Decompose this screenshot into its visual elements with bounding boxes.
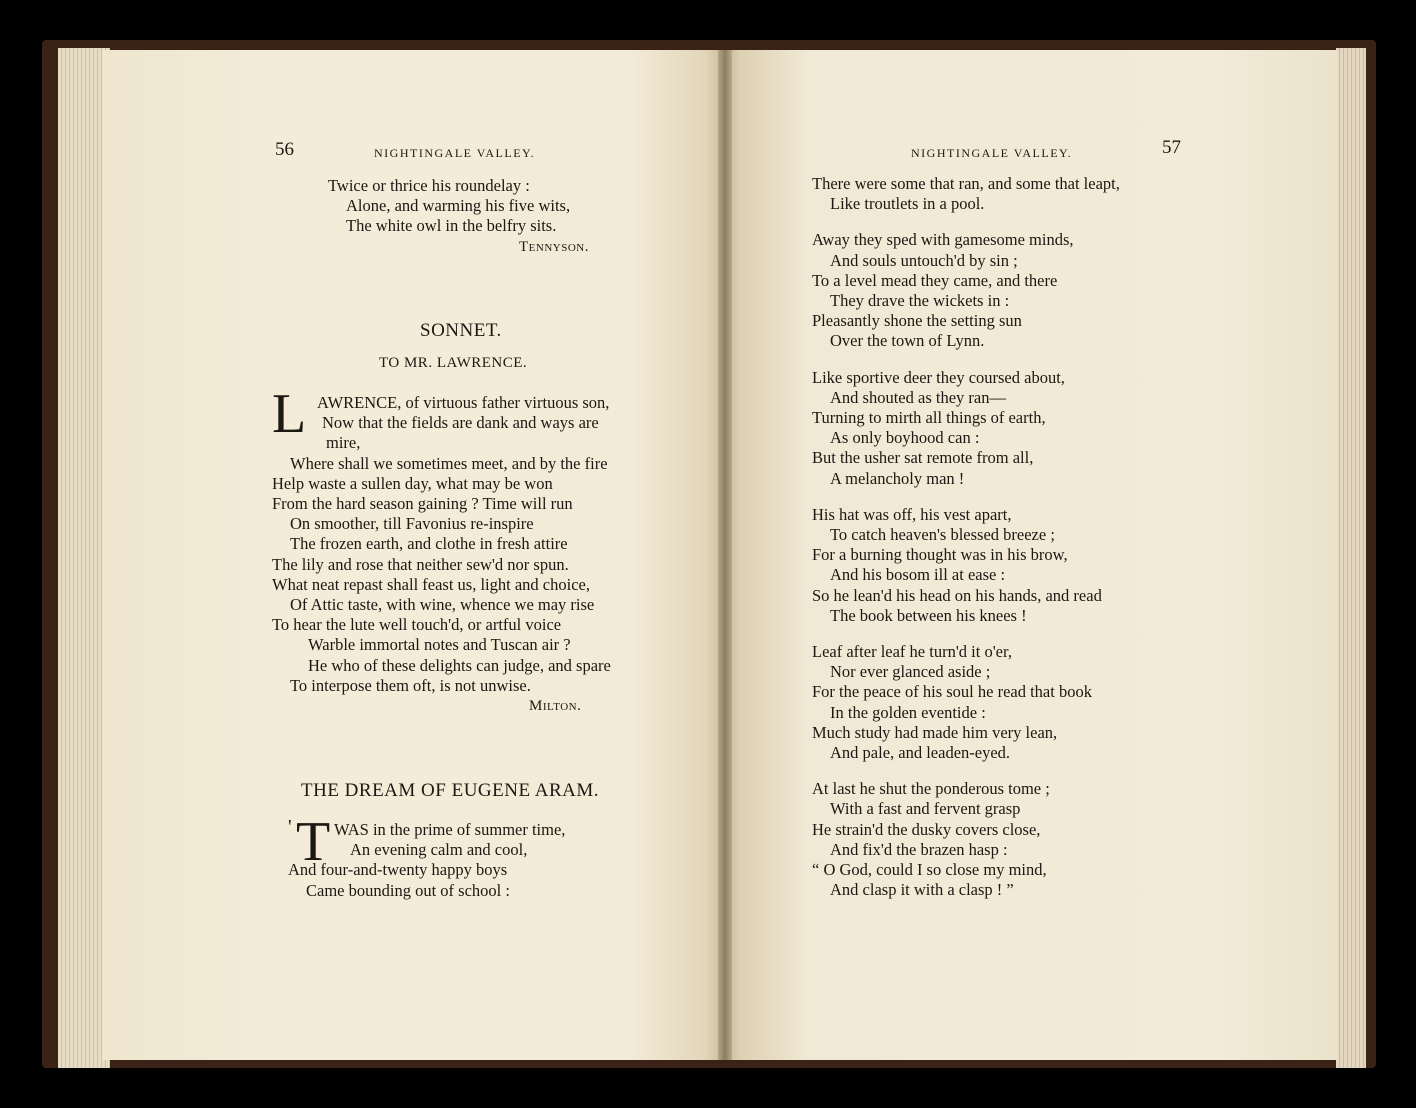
poem-line: WAS in the prime of summer time, bbox=[334, 820, 566, 839]
stanza bbox=[812, 779, 1120, 900]
verse-line: To catch heaven's blessed breeze ; bbox=[830, 525, 1055, 545]
verse-line: “ O God, could I so close my mind, bbox=[812, 860, 1047, 880]
poem-line: An evening calm and cool, bbox=[350, 840, 528, 860]
verse-line: But the usher sat remote from all, bbox=[812, 448, 1034, 468]
verse-line: The book between his knees ! bbox=[830, 605, 1027, 625]
verse-line: Much study had made him very lean, bbox=[812, 722, 1058, 742]
verse-line: Alone, and warming his five wits, bbox=[346, 196, 571, 216]
verse-line: He strain'd the dusky covers close, bbox=[812, 819, 1041, 839]
sonnet-drop-cap: L bbox=[272, 383, 307, 445]
verse-line: Turning to mirth all things of earth, bbox=[812, 408, 1046, 428]
sonnet-line: The lily and rose that neither sew'd nor spun. bbox=[272, 554, 569, 574]
milton-attribution: Milton. bbox=[529, 698, 582, 714]
sonnet-line: Where shall we sometimes meet, and by the fire bbox=[290, 453, 608, 473]
right-page-verse bbox=[812, 174, 1120, 917]
poem-line: And four-and-twenty happy boys bbox=[288, 860, 508, 880]
sonnet-line: Help waste a sullen day, what may be won bbox=[272, 473, 553, 493]
verse-line: They drave the wickets in : bbox=[830, 291, 1010, 311]
sonnet-line: To hear the lute well touch'd, or artful voice bbox=[272, 615, 562, 635]
sonnet-line: On smoother, till Favonius re-inspire bbox=[290, 514, 534, 534]
verse-line: Leaf after leaf he turn'd it o'er, bbox=[812, 642, 1012, 662]
sonnet-subtitle: TO MR. LAWRENCE. bbox=[379, 355, 528, 371]
verse-line: A melancholy man ! bbox=[830, 468, 965, 488]
sonnet-line: From the hard season gaining ? Time will run bbox=[272, 494, 573, 514]
verse-line: Like troutlets in a pool. bbox=[830, 194, 985, 214]
verse-line: And clasp it with a clasp ! ” bbox=[830, 880, 1014, 900]
verse-line: As only boyhood can : bbox=[830, 428, 980, 448]
sonnet-line: To interpose them oft, is not unwise. bbox=[290, 675, 531, 695]
stanza bbox=[812, 174, 1120, 214]
poem-line: Came bounding out of school : bbox=[306, 880, 510, 900]
right-page-edges bbox=[1336, 48, 1366, 1068]
sonnet-line: What neat repast shall feast us, light and choice, bbox=[272, 574, 590, 594]
stanza bbox=[812, 230, 1120, 351]
verse-line: And his bosom ill at ease : bbox=[830, 565, 1006, 585]
poem-opening bbox=[288, 820, 565, 901]
verse-line: At last he shut the ponderous tome ; bbox=[812, 779, 1050, 799]
sonnet-line: mire, bbox=[326, 433, 361, 453]
verse-line: And pale, and leaden-eyed. bbox=[830, 743, 1011, 763]
sonnet-line: He who of these delights can judge, and spare bbox=[308, 655, 611, 675]
sonnet-line: Of Attic taste, with wine, whence we may rise bbox=[290, 595, 595, 615]
tennyson-attribution: Tennyson. bbox=[519, 239, 589, 255]
verse-line: To a level mead they came, and there bbox=[812, 270, 1058, 290]
verse-line: Twice or thrice his roundelay : bbox=[328, 176, 530, 195]
poem-title: THE DREAM OF EUGENE ARAM. bbox=[301, 780, 600, 801]
stanza bbox=[812, 505, 1120, 626]
verse-line: Pleasantly shone the setting sun bbox=[812, 311, 1022, 331]
verse-line: For the peace of his soul he read that book bbox=[812, 682, 1092, 702]
verse-line: Over the town of Lynn. bbox=[830, 331, 985, 351]
verse-line: Like sportive deer they coursed about, bbox=[812, 367, 1065, 387]
top-verse bbox=[328, 176, 570, 237]
verse-line: And shouted as they ran— bbox=[830, 387, 1006, 407]
verse-line: Nor ever glanced aside ; bbox=[830, 662, 991, 682]
sonnet-title: SONNET. bbox=[420, 320, 502, 341]
right-running-head: NIGHTINGALE VALLEY. bbox=[911, 146, 1073, 160]
right-page-number: 57 bbox=[1162, 137, 1181, 158]
stanza bbox=[812, 642, 1120, 763]
poem-apostrophe: ' bbox=[288, 816, 292, 838]
sonnet-body bbox=[272, 393, 611, 696]
verse-line: Away they sped with gamesome minds, bbox=[812, 230, 1074, 250]
sonnet-line: AWRENCE, of virtuous father virtuous son, bbox=[317, 393, 610, 412]
poem-drop-cap: T bbox=[296, 811, 331, 873]
book-gutter bbox=[718, 50, 732, 1060]
verse-line: And souls untouch'd by sin ; bbox=[830, 250, 1018, 270]
left-page-number: 56 bbox=[275, 139, 294, 160]
stanza bbox=[812, 368, 1120, 489]
left-running-head: NIGHTINGALE VALLEY. bbox=[374, 146, 536, 160]
verse-line: For a burning thought was in his brow, bbox=[812, 545, 1068, 565]
verse-line: So he lean'd his head on his hands, and read bbox=[812, 585, 1102, 605]
verse-line: His hat was off, his vest apart, bbox=[812, 504, 1012, 524]
sonnet-line: The frozen earth, and clothe in fresh attire bbox=[290, 534, 568, 554]
verse-line: With a fast and fervent grasp bbox=[830, 799, 1021, 819]
verse-line: And fix'd the brazen hasp : bbox=[830, 839, 1008, 859]
verse-line: In the golden eventide : bbox=[830, 702, 986, 722]
verse-line: There were some that ran, and some that leapt, bbox=[812, 174, 1120, 193]
sonnet-line: Warble immortal notes and Tuscan air ? bbox=[308, 635, 571, 655]
verse-line: The white owl in the belfry sits. bbox=[346, 216, 557, 236]
sonnet-line: Now that the fields are dank and ways are bbox=[322, 413, 599, 433]
